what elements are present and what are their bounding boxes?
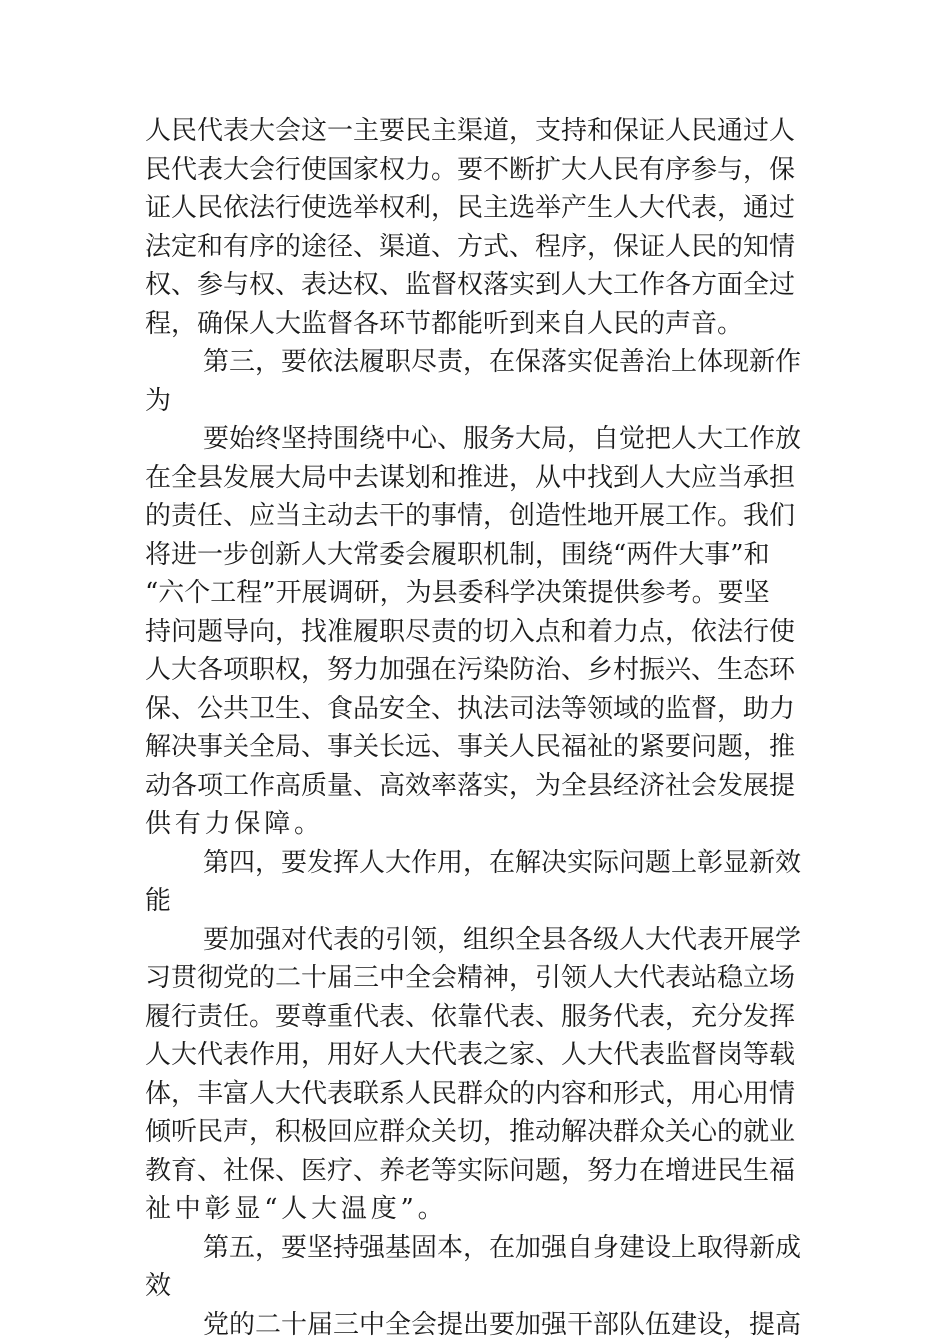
text-line: 人大代表作用，用好人大代表之家、人大代表监督岗等载 xyxy=(145,1040,796,1070)
document-body xyxy=(145,112,807,1344)
paragraph-first-line: 要始终坚持围绕中心、服务大局，自觉把人大工作放 xyxy=(203,424,802,454)
text-line: 体，丰富人大代表联系人民群众的内容和形式，用心用情 xyxy=(145,1078,796,1109)
paragraph-first-line: 第四，要发挥人大作用，在解决实际问题上彰显新效 xyxy=(203,847,802,878)
text-line: 程，确保人大监督各环节都能听到来自人民的声音。 xyxy=(145,308,744,339)
text-line: 人大各项职权，努力加强在污染防治、乡村振兴、生态环 xyxy=(145,655,796,685)
text-line: 倾听民声，积极回应群众关切，推动解决群众关心的就业 xyxy=(145,1117,796,1147)
text-line: 权、参与权、表达权、监督权落实到人大工作各方面全过 xyxy=(145,270,796,300)
text-line: 供有力保障。 xyxy=(145,809,324,839)
text-line: 能 xyxy=(145,886,175,916)
paragraph-first-line: 党的二十届三中全会提出要加强干部队伍建设，提高 xyxy=(203,1309,802,1340)
text-line: 效 xyxy=(145,1271,175,1301)
paragraph-first-line: 第五，要坚持强基固本，在加强自身建设上取得新成 xyxy=(203,1232,802,1263)
paragraph-first-line: 第三，要依法履职尽责，在保落实促善治上体现新作 xyxy=(203,347,802,377)
text-line: 持问题导向，找准履职尽责的切入点和着力点，依法行使 xyxy=(145,616,796,647)
text-line: 动各项工作高质量、高效率落实，为全县经济社会发展提 xyxy=(145,770,796,801)
text-line: 履行责任。要尊重代表、依靠代表、服务代表，充分发挥 xyxy=(145,1001,796,1032)
text-line: 教育、社保、医疗、养老等实际问题，努力在增进民生福 xyxy=(145,1155,796,1186)
text-line: 人民代表大会这一主要民主渠道，支持和保证人民通过人 xyxy=(145,116,796,146)
text-line: “六个工程”开展调研，为县委科学决策提供参考。要坚 xyxy=(145,578,770,608)
text-line: 在全县发展大局中去谋划和推进，从中找到人大应当承担 xyxy=(145,462,796,493)
text-line: 法定和有序的途径、渠道、方式、程序，保证人民的知情 xyxy=(145,231,796,262)
text-line: 证人民依法行使选举权利，民主选举产生人大代表，通过 xyxy=(145,193,796,223)
text-line: 习贯彻党的二十届三中全会精神，引领人大代表站稳立场 xyxy=(145,963,796,993)
text-line: 保、公共卫生、食品安全、执法司法等领域的监督，助力 xyxy=(145,693,796,724)
text-line: 解决事关全局、事关长远、事关人民福祉的紧要问题，推 xyxy=(145,732,796,762)
text-line: 的责任、应当主动去干的事情，创造性地开展工作。我们 xyxy=(145,501,796,531)
text-line: 为 xyxy=(145,385,175,416)
paragraph-first-line: 要加强对代表的引领，组织全县各级人大代表开展学 xyxy=(203,924,802,955)
text-line: 祉中彰显“人大温度”。 xyxy=(145,1194,448,1224)
text-line: 民代表大会行使国家权力。要不断扩大人民有序参与，保 xyxy=(145,154,796,185)
text-line: 将进一步创新人大常委会履职机制，围绕“两件大事”和 xyxy=(145,539,770,570)
